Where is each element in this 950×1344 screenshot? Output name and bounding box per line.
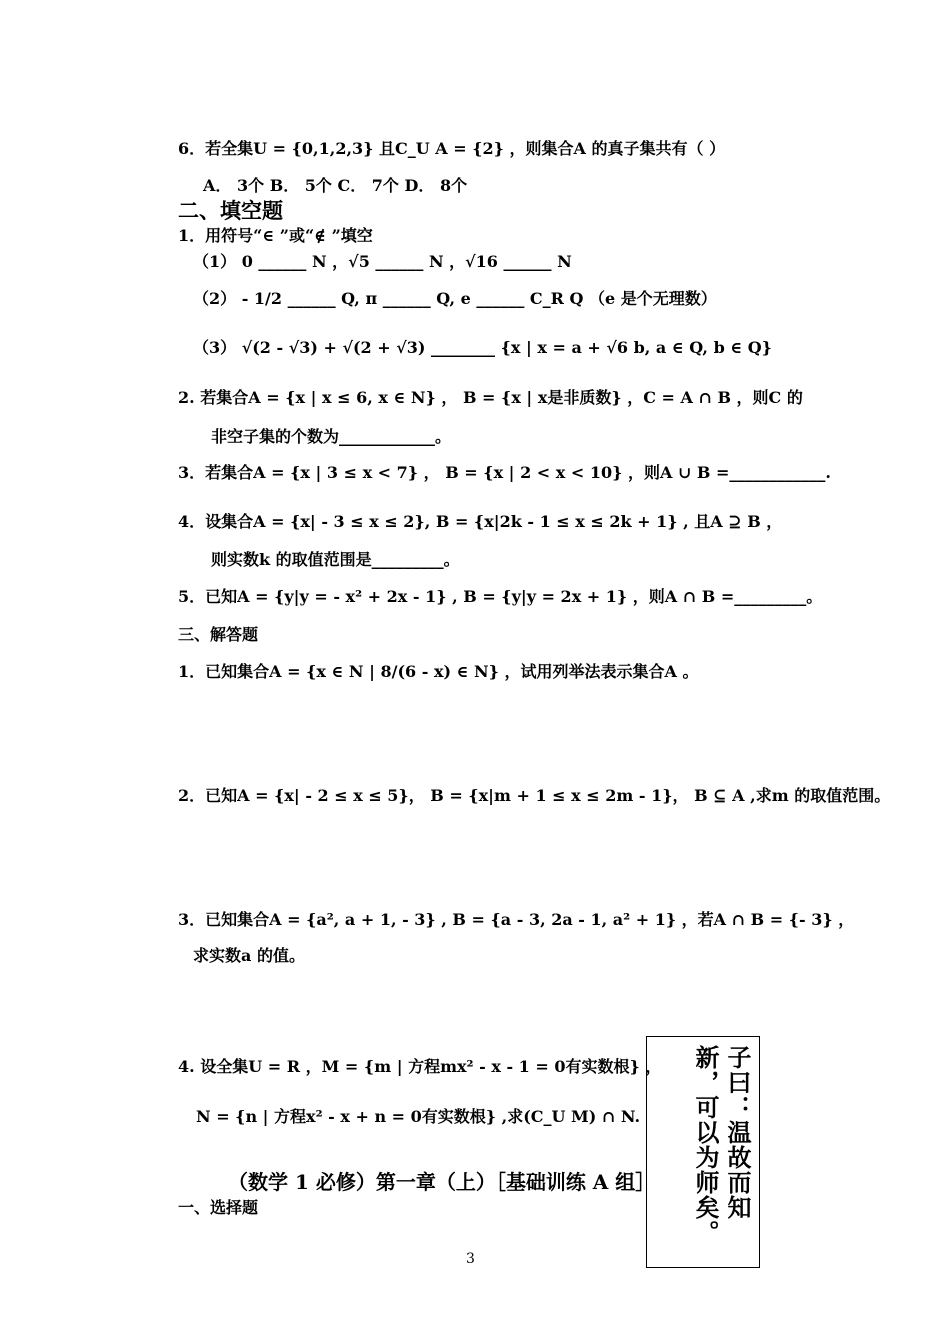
q6-text: 6．若全集U = {0,1,2,3} 且C_U A = {2} ，则集合A 的真子集共有（ ） (178, 139, 726, 158)
fill-q1-3: （3） √(2 - √3) + √(2 + √3) ________ {x | x = a + √6 b, a ∈ Q, b ∈ Q} (193, 338, 772, 357)
answer-q1: 1．已知集合A = {x ∈ N | 8/(6 - x) ∈ N} ，试用列举法表示集合A 。 (178, 662, 699, 681)
confucius-quote: 子曰：温故而知新，可以为师矣。 (691, 1045, 751, 1245)
fill-q4-line1: 4．设集合A = {x| - 3 ≤ x ≤ 2}, B = {x|2k - 1 ≤ x ≤ 2k + 1} , 且A ⊇ B ， (178, 512, 783, 531)
section-answer-heading: 三、解答题 (178, 625, 259, 644)
q6-options: A． 3个 B． 5个 C． 7个 D． 8个 (203, 176, 468, 195)
fill-q3: 3．若集合A = {x | 3 ≤ x < 7} ， B = {x | 2 < x < 10} ，则A ∪ B =____________. (178, 463, 831, 482)
fill-q1-2: （2） - 1/2 ______ Q, π ______ Q, e ______ C_R Q （e 是个无理数） (193, 289, 717, 308)
fill-q2-line1: 2. 若集合A = {x | x ≤ 6, x ∈ N} ， B = {x | x是非质数} ，C = A ∩ B ，则C 的 (178, 388, 803, 407)
chapter-title: （数学 1 必修）第一章（上）［基础训练 A 组］ (228, 1170, 656, 1194)
answer-q4-line2: N = {n | 方程x² - x + n = 0有实数根} ,求(C_U M) ∩ N. (196, 1107, 641, 1126)
page-number: 3 (466, 1251, 475, 1267)
fill-q4-line2: 则实数k 的取值范围是_________。 (211, 550, 460, 569)
fill-q5: 5．已知A = {y|y = - x² + 2x - 1} , B = {y|y = 2x + 1} ，则A ∩ B =_________。 (178, 587, 823, 606)
answer-q3-line2: 求实数a 的值。 (193, 946, 305, 965)
fill-q2-line2: 非空子集的个数为____________。 (211, 427, 452, 446)
answer-q2: 2．已知A = {x| - 2 ≤ x ≤ 5}， B = {x|m + 1 ≤ x ≤ 2m - 1}， B ⊆ A ,求m 的取值范围。 (178, 786, 891, 805)
choice-section-heading: 一、选择题 (178, 1198, 259, 1217)
fill-q1-1: （1） 0 ______ N ，√5 ______ N ，√16 ______ N (193, 252, 572, 271)
quote-box (646, 1036, 760, 1268)
fill-q1: 1．用符号“∈ ”或“∉ ”填空 (178, 226, 373, 245)
answer-q4-line1: 4. 设全集U = R ，M = {m | 方程mx² - x - 1 = 0有实数根} ， (178, 1057, 662, 1076)
section-fill-heading: 二、填空题 (178, 198, 283, 223)
answer-q3-line1: 3．已知集合A = {a², a + 1, - 3} , B = {a - 3, 2a - 1, a² + 1} ，若A ∩ B = {- 3} ， (178, 910, 855, 929)
